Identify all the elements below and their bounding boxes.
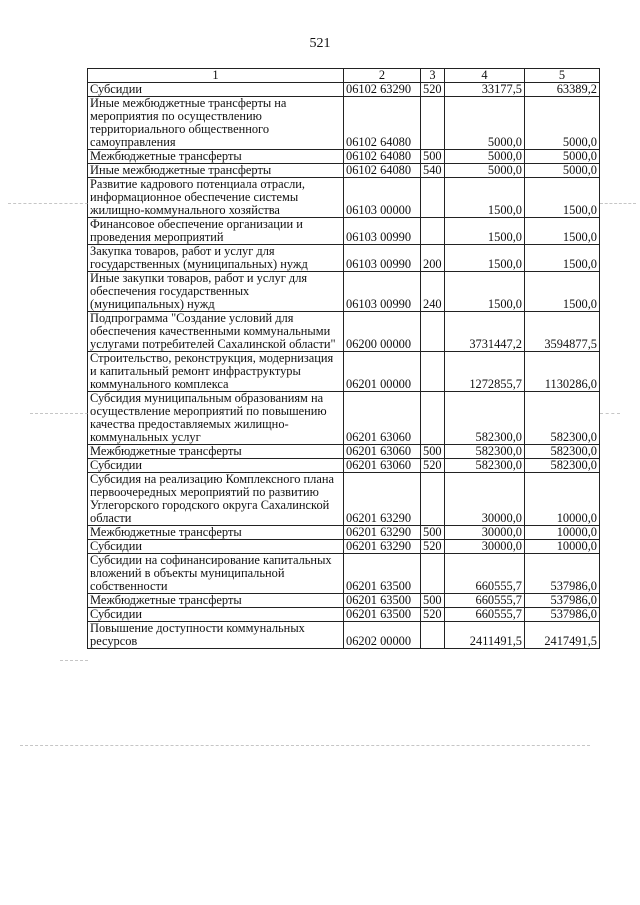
- row-value-4-cell: 30000,0: [445, 540, 525, 554]
- row-value-5-cell: 1500,0: [525, 272, 600, 312]
- row-name-cell: Межбюджетные трансферты: [88, 526, 344, 540]
- table-row: [88, 272, 600, 312]
- row-value-4-cell: 3731447,2: [445, 312, 525, 352]
- scan-artifact: [8, 203, 88, 205]
- row-name-cell: Межбюджетные трансферты: [88, 445, 344, 459]
- row-vr-cell: 240: [421, 272, 445, 312]
- row-value-4-cell: 5000,0: [445, 164, 525, 178]
- row-code-cell: 06201 63500: [344, 554, 421, 594]
- row-value-4-cell: 660555,7: [445, 608, 525, 622]
- row-value-5-cell: 10000,0: [525, 540, 600, 554]
- row-value-5-cell: 582300,0: [525, 392, 600, 445]
- row-code-cell: 06103 00990: [344, 218, 421, 245]
- table-row: [88, 459, 600, 473]
- row-value-5-cell: 1130286,0: [525, 352, 600, 392]
- row-value-4-cell: 1272855,7: [445, 352, 525, 392]
- table-row: [88, 608, 600, 622]
- budget-table: [87, 68, 600, 649]
- row-value-4-cell: 660555,7: [445, 594, 525, 608]
- row-name-cell: Иные межбюджетные трансферты: [88, 164, 344, 178]
- table-row: [88, 526, 600, 540]
- row-vr-cell: [421, 218, 445, 245]
- row-code-cell: 06103 00990: [344, 245, 421, 272]
- row-code-cell: 06102 64080: [344, 150, 421, 164]
- row-value-5-cell: 63389,2: [525, 83, 600, 97]
- row-value-4-cell: 660555,7: [445, 554, 525, 594]
- row-code-cell: 06201 63290: [344, 540, 421, 554]
- table-row: [88, 352, 600, 392]
- row-code-cell: 06201 63060: [344, 392, 421, 445]
- row-name-cell: Подпрограмма "Создание условий для обеспечения качественными коммунальными услугами потребителей Сахалинской области": [88, 312, 344, 352]
- table-row: [88, 312, 600, 352]
- row-name-cell: Субсидии на софинансирование капитальных вложений в объекты муниципальной собственности: [88, 554, 344, 594]
- row-vr-cell: [421, 473, 445, 526]
- row-value-4-cell: 33177,5: [445, 83, 525, 97]
- row-value-4-cell: 582300,0: [445, 459, 525, 473]
- header-cell: 2: [344, 69, 421, 83]
- row-value-5-cell: 10000,0: [525, 526, 600, 540]
- table-row: [88, 594, 600, 608]
- row-code-cell: 06201 63500: [344, 608, 421, 622]
- row-value-5-cell: 582300,0: [525, 459, 600, 473]
- scan-artifact: [60, 660, 88, 662]
- row-name-cell: Межбюджетные трансферты: [88, 150, 344, 164]
- header-cell: 3: [421, 69, 445, 83]
- row-vr-cell: 520: [421, 459, 445, 473]
- row-value-5-cell: 1500,0: [525, 178, 600, 218]
- row-code-cell: 06103 00000: [344, 178, 421, 218]
- row-name-cell: Финансовое обеспечение организации и проведения мероприятий: [88, 218, 344, 245]
- table-row: [88, 540, 600, 554]
- row-code-cell: 06202 00000: [344, 622, 421, 649]
- scan-artifact: [20, 745, 590, 747]
- row-vr-cell: 520: [421, 608, 445, 622]
- table-row: [88, 150, 600, 164]
- row-name-cell: Субсидии: [88, 608, 344, 622]
- row-code-cell: 06201 00000: [344, 352, 421, 392]
- row-vr-cell: 500: [421, 526, 445, 540]
- table-row: [88, 392, 600, 445]
- table-header-row: [88, 69, 600, 83]
- table-row: [88, 164, 600, 178]
- row-vr-cell: 200: [421, 245, 445, 272]
- row-value-4-cell: 2411491,5: [445, 622, 525, 649]
- scan-artifact: [600, 413, 620, 415]
- row-value-4-cell: 1500,0: [445, 178, 525, 218]
- row-value-5-cell: 537986,0: [525, 554, 600, 594]
- row-vr-cell: [421, 392, 445, 445]
- row-value-5-cell: 5000,0: [525, 164, 600, 178]
- row-value-5-cell: 582300,0: [525, 445, 600, 459]
- header-cell: 5: [525, 69, 600, 83]
- row-value-5-cell: 537986,0: [525, 594, 600, 608]
- row-value-4-cell: 582300,0: [445, 445, 525, 459]
- table-row: [88, 473, 600, 526]
- row-vr-cell: [421, 178, 445, 218]
- table-row: [88, 97, 600, 150]
- row-code-cell: 06200 00000: [344, 312, 421, 352]
- row-value-5-cell: 5000,0: [525, 97, 600, 150]
- row-code-cell: 06102 63290: [344, 83, 421, 97]
- row-name-cell: Строительство, реконструкция, модернизация и капитальный ремонт инфраструктуры коммунального комплекса: [88, 352, 344, 392]
- row-code-cell: 06201 63060: [344, 459, 421, 473]
- table-row: [88, 245, 600, 272]
- row-vr-cell: 540: [421, 164, 445, 178]
- row-value-4-cell: 5000,0: [445, 150, 525, 164]
- row-value-4-cell: 1500,0: [445, 245, 525, 272]
- header-cell: 1: [88, 69, 344, 83]
- row-name-cell: Иные закупки товаров, работ и услуг для обеспечения государственных (муниципальных) нужд: [88, 272, 344, 312]
- row-name-cell: Субсидии: [88, 83, 344, 97]
- row-code-cell: 06201 63500: [344, 594, 421, 608]
- page-number: 521: [309, 36, 331, 51]
- row-code-cell: 06102 64080: [344, 97, 421, 150]
- row-vr-cell: 500: [421, 445, 445, 459]
- row-vr-cell: [421, 622, 445, 649]
- row-name-cell: Повышение доступности коммунальных ресурсов: [88, 622, 344, 649]
- row-code-cell: 06201 63290: [344, 526, 421, 540]
- header-cell: 4: [445, 69, 525, 83]
- row-name-cell: Развитие кадрового потенциала отрасли, информационное обеспечение системы жилищно-коммунального хозяйства: [88, 178, 344, 218]
- row-vr-cell: 520: [421, 83, 445, 97]
- row-value-4-cell: 1500,0: [445, 218, 525, 245]
- row-vr-cell: 500: [421, 594, 445, 608]
- row-code-cell: 06201 63290: [344, 473, 421, 526]
- row-code-cell: 06102 64080: [344, 164, 421, 178]
- row-vr-cell: [421, 554, 445, 594]
- table-row: [88, 218, 600, 245]
- row-vr-cell: 500: [421, 150, 445, 164]
- row-value-5-cell: 10000,0: [525, 473, 600, 526]
- row-value-4-cell: 5000,0: [445, 97, 525, 150]
- row-name-cell: Субсидии: [88, 459, 344, 473]
- table-row: [88, 83, 600, 97]
- row-vr-cell: 520: [421, 540, 445, 554]
- row-vr-cell: [421, 97, 445, 150]
- row-code-cell: 06201 63060: [344, 445, 421, 459]
- row-value-4-cell: 582300,0: [445, 392, 525, 445]
- row-name-cell: Субсидия на реализацию Комплексного плана первоочередных мероприятий по развитию Углегорского городского округа Сахалинской области: [88, 473, 344, 526]
- row-value-5-cell: 5000,0: [525, 150, 600, 164]
- row-value-5-cell: 2417491,5: [525, 622, 600, 649]
- row-value-5-cell: 1500,0: [525, 245, 600, 272]
- row-name-cell: Иные межбюджетные трансферты на мероприятия по осуществлению территориального общественного самоуправления: [88, 97, 344, 150]
- row-name-cell: Закупка товаров, работ и услуг для государственных (муниципальных) нужд: [88, 245, 344, 272]
- scan-artifact: [600, 203, 636, 205]
- row-name-cell: Межбюджетные трансферты: [88, 594, 344, 608]
- scan-artifact: [30, 413, 88, 415]
- row-value-4-cell: 1500,0: [445, 272, 525, 312]
- row-value-5-cell: 3594877,5: [525, 312, 600, 352]
- row-vr-cell: [421, 312, 445, 352]
- row-value-5-cell: 1500,0: [525, 218, 600, 245]
- row-name-cell: Субсидии: [88, 540, 344, 554]
- table-row: [88, 445, 600, 459]
- table-row: [88, 622, 600, 649]
- row-vr-cell: [421, 352, 445, 392]
- row-value-4-cell: 30000,0: [445, 526, 525, 540]
- row-value-4-cell: 30000,0: [445, 473, 525, 526]
- row-code-cell: 06103 00990: [344, 272, 421, 312]
- table-row: [88, 554, 600, 594]
- table-row: [88, 178, 600, 218]
- row-value-5-cell: 537986,0: [525, 608, 600, 622]
- row-name-cell: Субсидия муниципальным образованиям на осуществление мероприятий по повышению качества предоставляемых жилищно-коммунальных услуг: [88, 392, 344, 445]
